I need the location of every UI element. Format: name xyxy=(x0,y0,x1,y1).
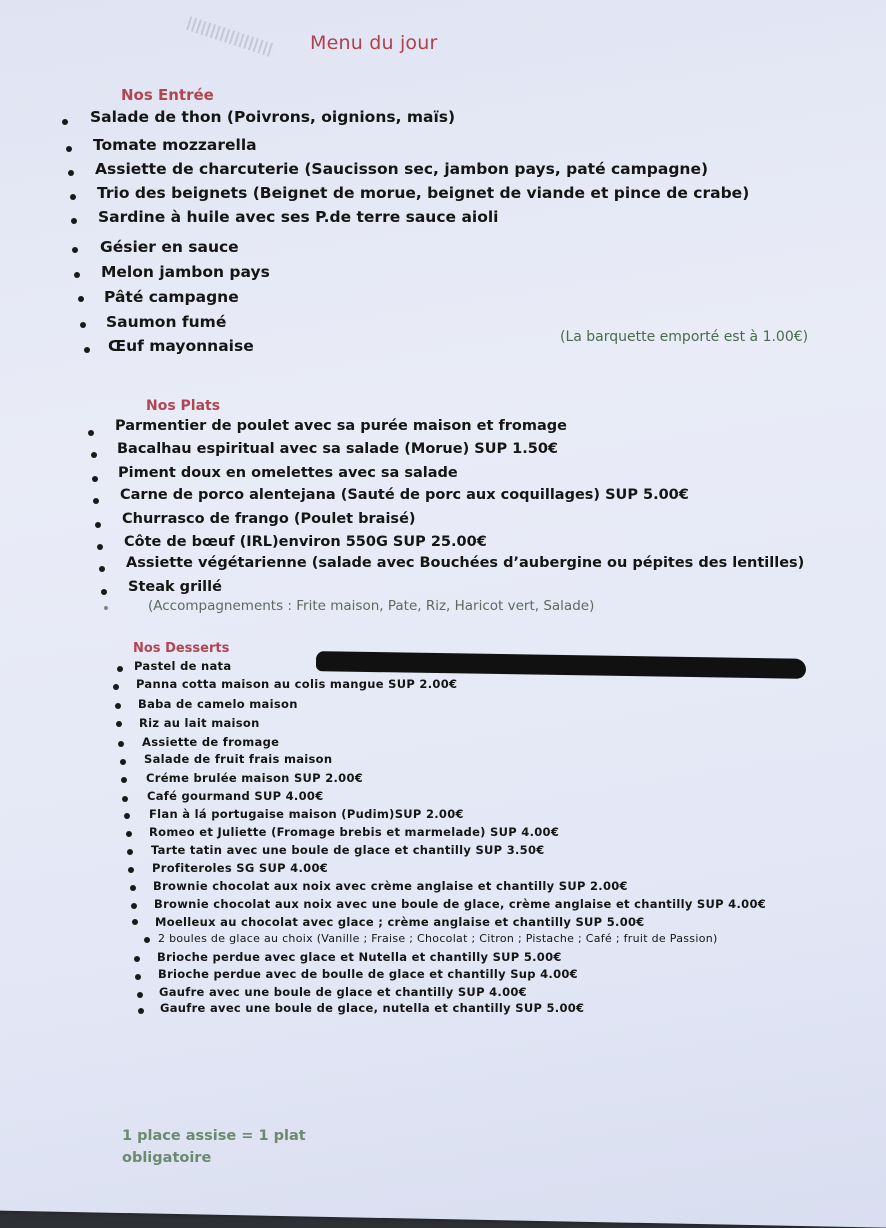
entrees-item: Gésier en sauce xyxy=(100,238,239,256)
desserts-item: Riz au lait maison xyxy=(139,716,260,730)
desserts-item: Brownie chocolat aux noix avec crème anglaise et chantilly SUP 2.00€ xyxy=(153,879,628,893)
section-title-desserts: Nos Desserts xyxy=(133,641,230,656)
entrees-note: (La barquette emporté est à 1.00€) xyxy=(560,329,809,345)
plats-note-bullet xyxy=(104,606,108,610)
desserts-item: 2 boules de glace au choix (Vanille ; Fraise ; Chocolat ; Citron ; Pistache ; Café ; fruit de Passion) xyxy=(158,932,718,945)
entrees-item: Salade de thon (Poivrons, oignions, maïs) xyxy=(90,108,456,126)
desserts-item-bullet xyxy=(115,703,121,709)
entrees-item: Pâté campagne xyxy=(104,288,239,306)
desserts-item-bullet xyxy=(121,777,127,783)
desserts-item-bullet xyxy=(116,721,122,727)
desserts-item-bullet xyxy=(113,684,119,690)
entrees-item: Trio des beignets (Beignet de morue, beignet de viande et pince de crabe) xyxy=(97,184,750,202)
entrees-item-bullet xyxy=(72,247,78,253)
entrees-item-bullet xyxy=(80,322,86,328)
desserts-item-bullet xyxy=(130,885,136,891)
entrees-item-bullet xyxy=(68,170,74,176)
entrees-item-bullet xyxy=(71,218,77,224)
desserts-item: Pastel de nata xyxy=(134,659,232,673)
plats-item-bullet xyxy=(91,452,97,458)
desserts-item: Panna cotta maison au colis mangue SUP 2.00€ xyxy=(136,677,458,691)
plats-item: Steak grillé xyxy=(128,579,222,595)
plats-item: Assiette végétarienne (salade avec Bouchées d’aubergine ou pépites des lentilles) xyxy=(126,555,805,571)
section-title-plats: Nos Plats xyxy=(146,398,221,414)
plats-item: Bacalhau espiritual avec sa salade (Morue) SUP 1.50€ xyxy=(117,441,559,457)
desserts-item-bullet xyxy=(135,974,141,980)
plats-item-bullet xyxy=(95,522,101,528)
entrees-item-bullet xyxy=(66,146,72,152)
entrees-item: Melon jambon pays xyxy=(101,263,270,281)
entrees-item-bullet xyxy=(84,347,90,353)
paper-scuff-mark xyxy=(186,16,276,57)
desserts-item: Brioche perdue avec de boulle de glace et chantilly Sup 4.00€ xyxy=(158,967,578,981)
desserts-item-bullet xyxy=(118,741,124,747)
entrees-item: Œuf mayonnaise xyxy=(108,337,254,355)
desserts-item: Romeo et Juliette (Fromage brebis et marmelade) SUP 4.00€ xyxy=(149,825,560,839)
desserts-item: Tarte tatin avec une boule de glace et chantilly SUP 3.50€ xyxy=(151,843,545,857)
desserts-item-bullet xyxy=(122,796,128,802)
entrees-item-bullet xyxy=(78,296,84,302)
entrees-item-bullet xyxy=(62,119,68,125)
desserts-item: Baba de camelo maison xyxy=(138,697,298,711)
desserts-item: Profiteroles SG SUP 4.00€ xyxy=(152,861,329,875)
desserts-item-bullet xyxy=(124,813,130,819)
desserts-item-bullet xyxy=(137,992,143,998)
desserts-item: Café gourmand SUP 4.00€ xyxy=(147,789,324,803)
footer-notice xyxy=(122,1125,306,1169)
footer-line-1: 1 place assise = 1 plat xyxy=(122,1128,306,1144)
desserts-item: Flan à lá portugaise maison (Pudim)SUP 2.00€ xyxy=(149,807,464,821)
desserts-item-bullet xyxy=(132,919,138,925)
desserts-item: Brownie chocolat aux noix avec une boule de glace, crème anglaise et chantilly SUP 4.00€ xyxy=(154,897,767,911)
desserts-item: Moelleux au chocolat avec glace ; crème anglaise et chantilly SUP 5.00€ xyxy=(155,915,645,929)
desserts-item-bullet xyxy=(128,867,134,873)
desserts-item-bullet xyxy=(131,903,137,909)
redaction-marker-stroke xyxy=(316,651,806,679)
plats-item: Carne de porco alentejana (Sauté de porc aux coquillages) SUP 5.00€ xyxy=(120,487,689,503)
entrees-item-bullet xyxy=(74,272,80,278)
desserts-item-bullet xyxy=(127,849,133,855)
desserts-item: Brioche perdue avec glace et Nutella et chantilly SUP 5.00€ xyxy=(157,950,562,964)
plats-item-bullet xyxy=(92,476,98,482)
desserts-item-bullet xyxy=(120,759,126,765)
desserts-item: Gaufre avec une boule de glace et chantilly SUP 4.00€ xyxy=(159,985,527,999)
desserts-item-bullet xyxy=(134,956,140,962)
entrees-item: Sardine à huile avec ses P.de terre sauce aioli xyxy=(98,208,499,226)
plats-item: Côte de bœuf (IRL)environ 550G SUP 25.00€ xyxy=(124,534,487,550)
plats-item-bullet xyxy=(88,430,94,436)
page-title: Menu du jour xyxy=(310,32,438,54)
entrees-item-bullet xyxy=(70,194,76,200)
desserts-item: Salade de fruit frais maison xyxy=(144,752,333,766)
footer-line-2: obligatoire xyxy=(122,1150,212,1166)
desserts-item-bullet xyxy=(126,831,132,837)
plats-note: (Accompagnements : Frite maison, Pate, Riz, Haricot vert, Salade) xyxy=(148,598,595,614)
entrees-item: Assiette de charcuterie (Saucisson sec, jambon pays, paté campagne) xyxy=(95,160,709,178)
plats-item-bullet xyxy=(93,498,99,504)
entrees-item: Tomate mozzarella xyxy=(93,136,257,154)
desserts-item: Créme brulée maison SUP 2.00€ xyxy=(146,771,364,785)
section-title-entrees: Nos Entrée xyxy=(121,86,214,104)
entrees-item: Saumon fumé xyxy=(106,313,227,331)
desserts-item-bullet xyxy=(117,666,123,672)
plats-item-bullet xyxy=(97,544,103,550)
plats-item-bullet xyxy=(101,589,107,595)
desserts-item: Assiette de fromage xyxy=(142,735,280,749)
plats-item: Parmentier de poulet avec sa purée maison et fromage xyxy=(115,418,567,434)
plats-item-bullet xyxy=(99,566,105,572)
desserts-item-bullet xyxy=(138,1008,144,1014)
plats-item: Piment doux en omelettes avec sa salade xyxy=(118,465,458,481)
desserts-item: Gaufre avec une boule de glace, nutella et chantilly SUP 5.00€ xyxy=(160,1001,585,1015)
desserts-item-bullet xyxy=(144,937,150,943)
plats-item: Churrasco de frango (Poulet braisé) xyxy=(122,511,416,527)
